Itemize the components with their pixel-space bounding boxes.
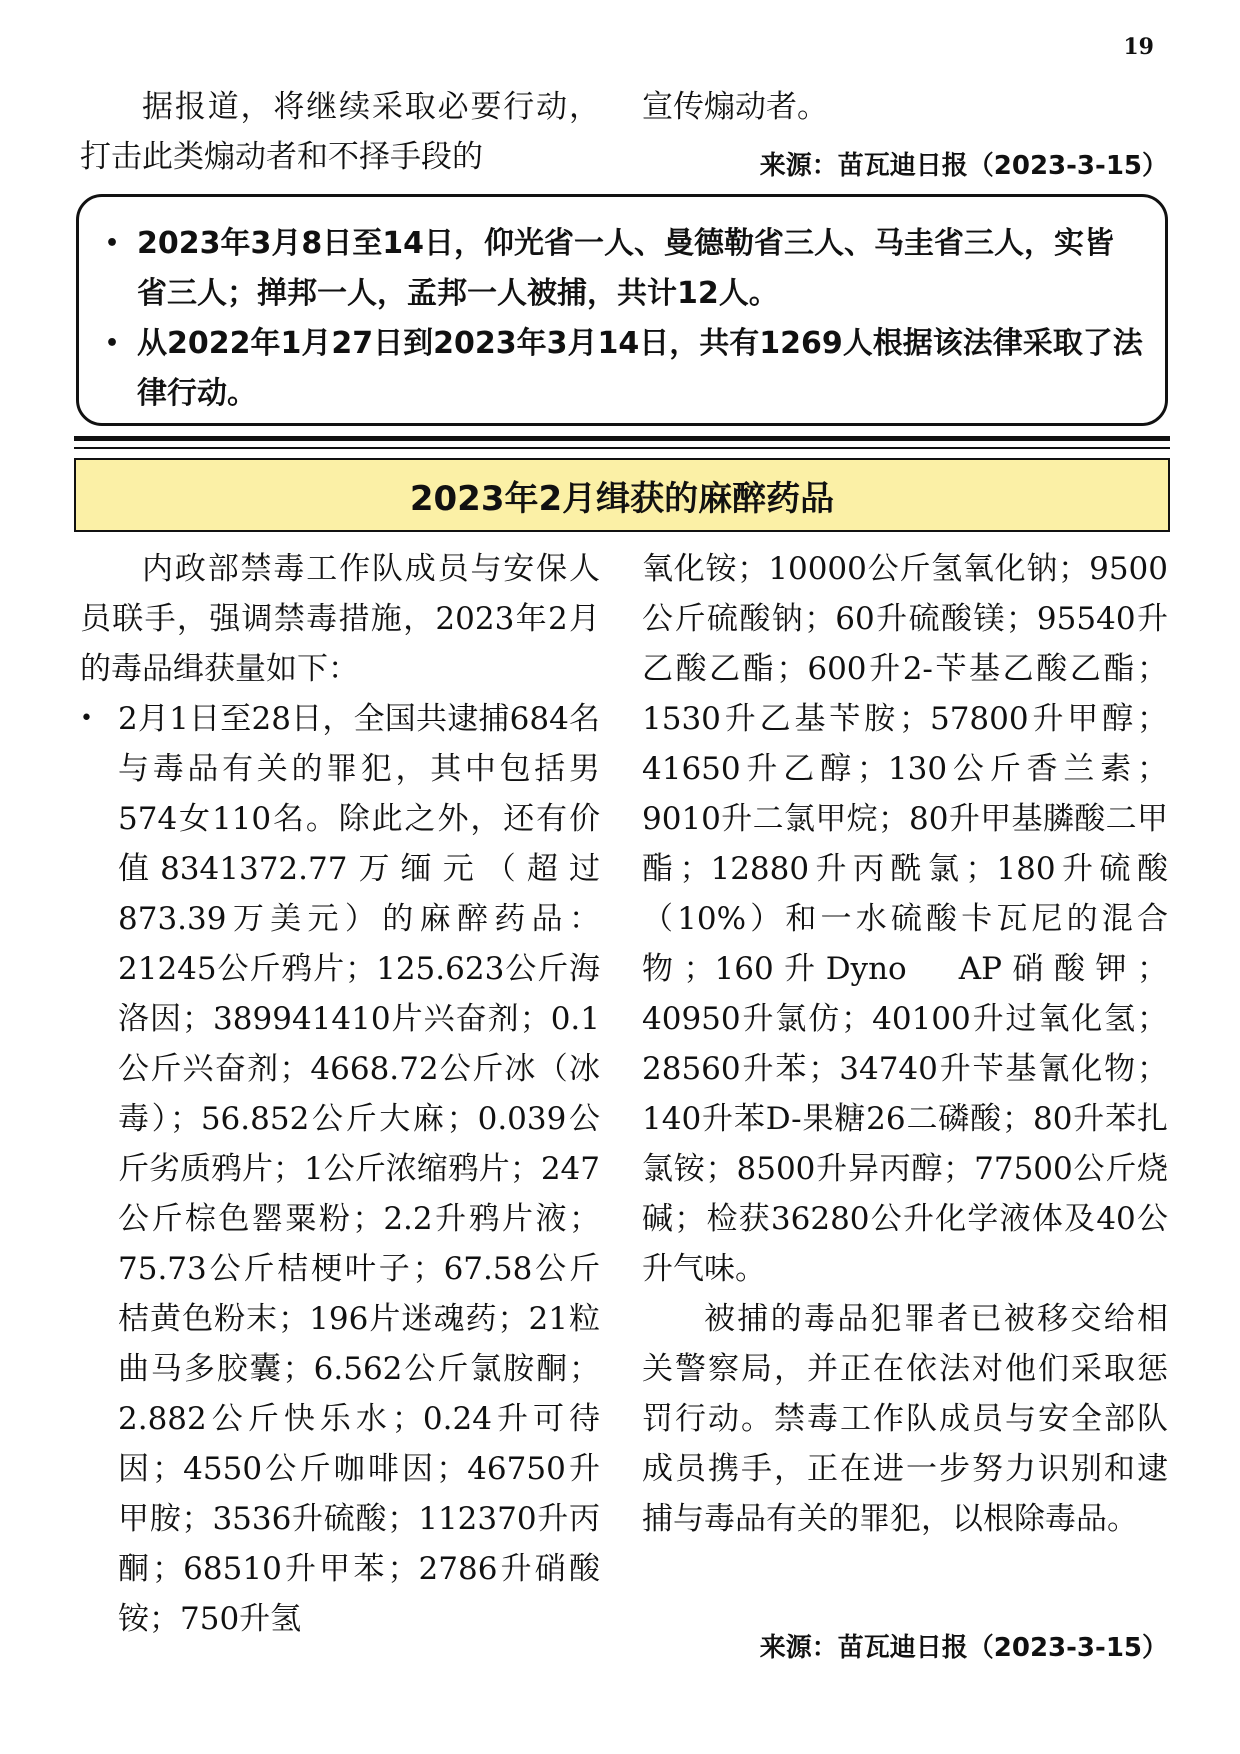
seizure-bullet: • 2月1日至28日，全国共逮捕684名与毒品有关的罪犯，其中包括男574女110名。除此之外，还有价值8341372.77万缅元（超过873.39万美元）的麻醉药品：21245公斤鸦片；125.623公斤海洛因；389941410片兴奋剂；0.1公斤兴奋剂；4668.72公斤冰（冰毒）；56.852公斤大麻；0.039公斤劣质鸦片；1公斤浓缩鸦片；247公斤棕色罂粟粉；2.2升鸦片液；75.73公斤桔梗叶子；67.58公斤桔黄色粉末；196片迷魂药；21粒曲马多胶囊；6.562公斤氯胺酮；2.882公斤快乐水；0.24升可待因；4550公斤咖啡因；46750升甲胺；3536升硫酸；112370升丙酮；68510升甲苯；2786升硝酸铵；750升氢 (80, 694, 600, 1644)
section-title: 2023年2月缉获的麻醉药品 (74, 458, 1170, 532)
bottom-source-citation: 来源：苗瓦迪日报（2023-3-15） (759, 1633, 1168, 1663)
section-divider-thick (74, 436, 1170, 441)
top-left-paragraph: 据报道，将继续采取必要行动，打击此类煽动者和不择手段的 (80, 89, 600, 175)
seizure-continuation: 氧化铵；10000公斤氢氧化钠；9500公斤硫酸钠；60升硫酸镁；95540升乙酸乙酯；600升2-苄基乙酸乙酯；1530升乙基苄胺；57800升甲醇；41650升乙醇；130公斤香兰素；9010升二氯甲烷；80升甲基膦酸二甲酯；12880升丙酰氯；180升硫酸（10%）和一水硫酸卡瓦尼的混合物；160升Dyno AP硝酸钾；40950升氯仿；40100升过氧化氢；28560升苯；34740升苄基氰化物；140升苯D-果糖26二磷酸；80升苯扎氯铵；8500升异丙醇；77500公斤烧碱；检获36280公升化学液体及40公升气味。 (642, 551, 1168, 1287)
intro-paragraph: 内政部禁毒工作队成员与安保人员联手，强调禁毒措施，2023年2月的毒品缉获量如下： (80, 551, 600, 687)
section-divider-thin (74, 447, 1170, 449)
top-right-column (642, 82, 1168, 132)
main-right-column (642, 544, 1168, 1544)
main-left-column (80, 544, 600, 1644)
summary-item: • 从2022年1月27日到2023年3月14日，共有1269人根据该法律采取了法律行动。 (101, 319, 1143, 419)
closing-paragraph: 被捕的毒品犯罪者已被移交给相关警察局，并正在依法对他们采取惩罚行动。禁毒工作队成员与安全部队成员携手，正在进一步努力识别和逮捕与毒品有关的罪犯，以根除毒品。 (642, 1301, 1168, 1537)
top-source-citation: 来源：苗瓦迪日报（2023-3-15） (759, 151, 1168, 181)
top-right-paragraph: 宣传煽动者。 (642, 89, 828, 125)
top-left-column (80, 82, 600, 182)
arrest-summary-box (76, 194, 1168, 426)
arrest-summary-list (101, 219, 1143, 419)
summary-item: • 2023年3月8日至14日，仰光省一人、曼德勒省三人、马圭省三人，实皆省三人；掸邦一人，孟邦一人被捕，共计12人。 (101, 219, 1143, 319)
page-number: 19 (1123, 34, 1154, 60)
